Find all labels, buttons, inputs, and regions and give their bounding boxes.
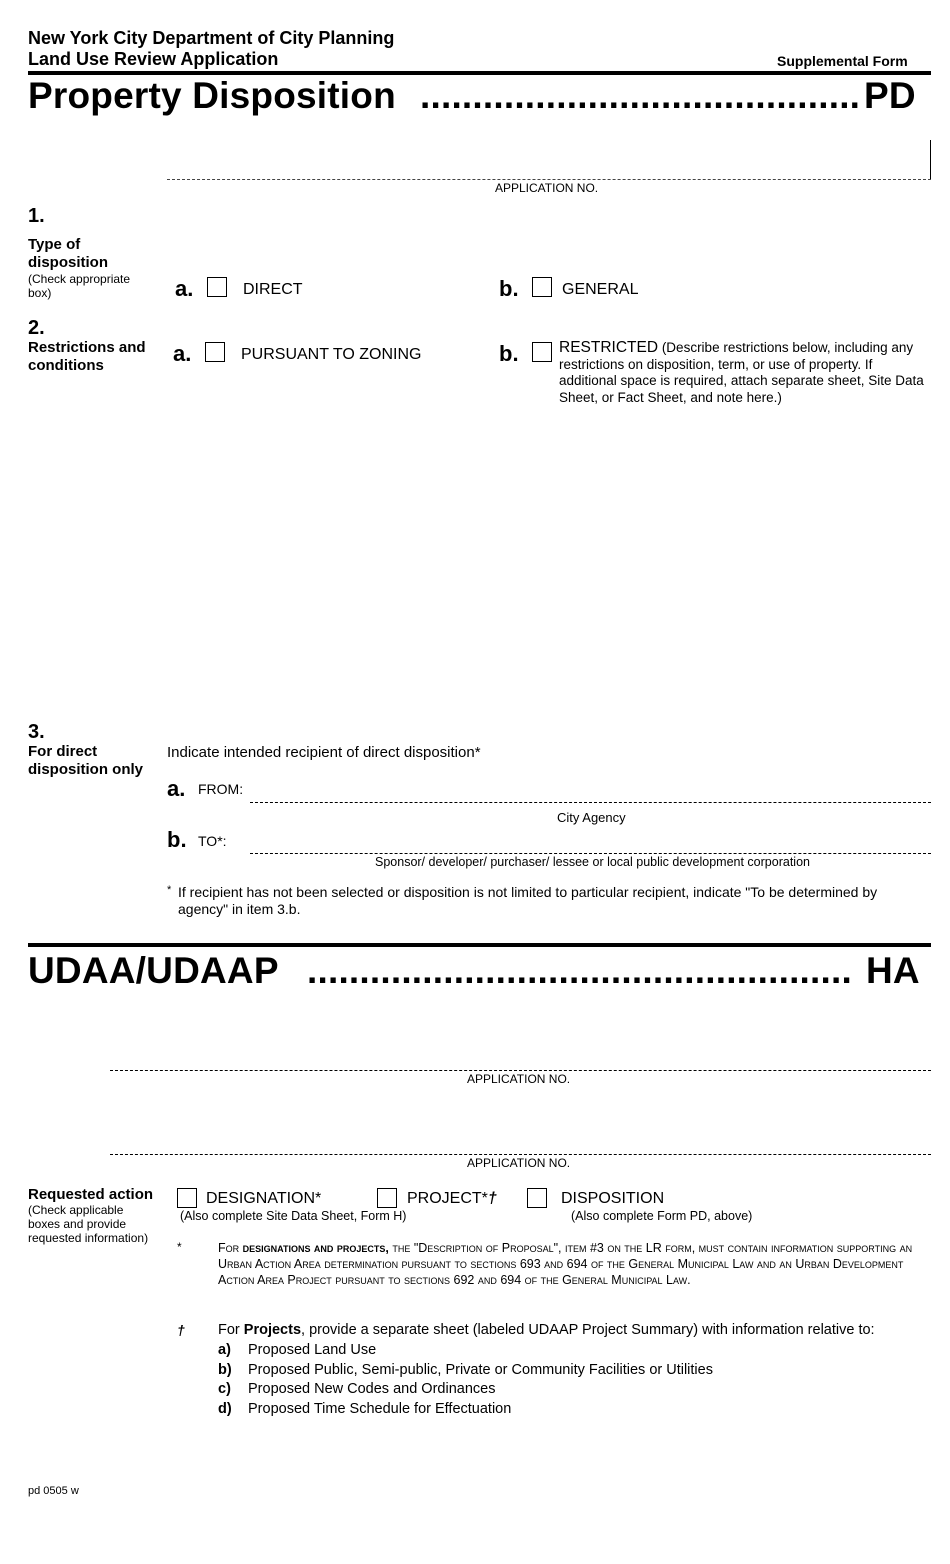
pd-app-no-label: APPLICATION NO. [495, 181, 599, 195]
pursuant-to-zoning-label: PURSUANT TO ZONING [241, 346, 422, 363]
ha-app-no-field-1[interactable] [110, 1070, 931, 1071]
designation-label: DESIGNATION* [206, 1190, 322, 1207]
requested-heading: Requested action [28, 1186, 154, 1203]
list-item [218, 1380, 713, 1400]
list-item-text: Proposed Land Use [248, 1342, 377, 1358]
to-field[interactable] [250, 853, 931, 854]
star-note-rest: the "Description of Proposal", item #3 on the LR form, must contain information supporting an Urban Action Area determination pursuant to sections 693 and 694 of the General Municipal Law and an Urban Development Action Area Project pursuant to sections 692 and 694 of the General Municipal Law. [218, 1241, 913, 1287]
pd-app-no-field[interactable] [167, 179, 931, 180]
general-checkbox[interactable] [532, 277, 552, 297]
section2-heading: Restrictions and conditions [28, 339, 146, 374]
pd-code: PD [864, 75, 916, 116]
dagger-note-prefix: For [218, 1322, 244, 1338]
section1-hint: (Check appropriate box) [28, 272, 131, 300]
ha-rule [28, 943, 931, 947]
org-line2: Land Use Review Application [28, 49, 279, 69]
restricted-label: RESTRICTED [559, 339, 659, 356]
list-item-text: Proposed New Codes and Ordinances [248, 1381, 496, 1397]
pursuant-to-zoning-checkbox[interactable] [205, 342, 225, 362]
to-label: TO*: [198, 833, 227, 849]
ha-code: HA [866, 950, 920, 991]
direct-label: DIRECT [243, 281, 303, 298]
general-label: GENERAL [562, 281, 639, 298]
star-note [218, 1240, 918, 1288]
project-dagger: † [487, 1190, 497, 1207]
pd-title: Property Disposition [28, 75, 396, 116]
star-mark: * [177, 1240, 182, 1254]
list-item-text: Proposed Time Schedule for Effectuation [248, 1400, 512, 1417]
project-label [407, 1190, 497, 1208]
project-items-list [218, 1341, 713, 1419]
from-caption: City Agency [557, 810, 626, 825]
designation-note: (Also complete Site Data Sheet, Form H) [180, 1209, 407, 1223]
org-line1: New York City Department of City Planning [28, 28, 395, 48]
list-item-letter: a) [218, 1342, 231, 1358]
ha-app-no-label-2: APPLICATION NO. [467, 1156, 571, 1170]
s2-b-letter: b. [499, 341, 519, 366]
dagger-mark: † [177, 1322, 185, 1338]
app-no-field-edge [930, 140, 931, 180]
dagger-note-bold: Projects [243, 1322, 302, 1338]
s1-a-letter: a. [175, 276, 194, 301]
from-field[interactable] [250, 802, 931, 803]
dagger-note-rest: , provide a separate sheet (labeled UDAAP Project Summary) with information relative to: [301, 1322, 875, 1338]
supplemental-form-label: Supplemental Form [777, 53, 908, 69]
section3-heading: For direct disposition only [28, 743, 143, 778]
list-item-text: Proposed Public, Semi-public, Private or Community Facilities or Utilities [248, 1361, 713, 1378]
star-note-prefix: For [218, 1241, 243, 1255]
to-caption: Sponsor/ developer/ purchaser/ lessee or local public development corporation [375, 855, 810, 869]
restricted-checkbox[interactable] [532, 342, 552, 362]
org-name [28, 28, 394, 70]
list-item [218, 1341, 713, 1361]
ha-app-no-field-2[interactable] [110, 1154, 931, 1155]
ha-app-no-label-1: APPLICATION NO. [467, 1072, 571, 1086]
list-item-letter: b) [218, 1361, 232, 1378]
list-item [218, 1361, 713, 1381]
disposition-checkbox[interactable] [527, 1188, 547, 1208]
section3-footnote: If recipient has not been selected or disposition is not limited to particular recipient, indicate "To be determined by agency" in item 3.b. [178, 884, 878, 917]
pd-dots: .......................................... [420, 75, 861, 116]
s2-a-letter: a. [173, 341, 192, 366]
list-item-letter: d) [218, 1400, 232, 1417]
section3-instruction: Indicate intended recipient of direct disposition* [167, 744, 481, 761]
list-item-letter: c) [218, 1381, 231, 1397]
section1-heading: Type of disposition [28, 236, 108, 271]
from-letter: a. [167, 776, 186, 801]
project-text: PROJECT* [407, 1190, 488, 1207]
section1-number: 1. [28, 205, 45, 227]
requested-hint: (Check applicable boxes and provide requested information) [28, 1203, 149, 1245]
s1-b-letter: b. [499, 276, 519, 301]
disposition-note: (Also complete Form PD, above) [571, 1209, 753, 1223]
ha-dots: .................................................... [307, 950, 852, 991]
section3-number: 3. [28, 721, 45, 743]
to-letter: b. [167, 827, 187, 852]
from-label: FROM: [198, 781, 244, 797]
footnote-mark: * [167, 884, 172, 896]
restricted-text [559, 340, 931, 406]
section2-number: 2. [28, 317, 45, 339]
restrictions-description-area[interactable] [167, 420, 931, 700]
list-item [218, 1400, 713, 1420]
designation-checkbox[interactable] [177, 1188, 197, 1208]
disposition-label: DISPOSITION [561, 1190, 665, 1207]
dagger-note [218, 1322, 918, 1338]
form-code: pd 0505 w [28, 1485, 79, 1497]
star-note-bold: designations and projects, [242, 1241, 389, 1255]
direct-checkbox[interactable] [207, 277, 227, 297]
restricted-description: (Describe restrictions below, including any restrictions on disposition, term, or use of property. If additional space is required, attach separate sheet, Site Data Sheet, or Fact Sheet, and note here.) [559, 340, 924, 405]
ha-title: UDAA/UDAAP [28, 950, 279, 991]
project-checkbox[interactable] [377, 1188, 397, 1208]
